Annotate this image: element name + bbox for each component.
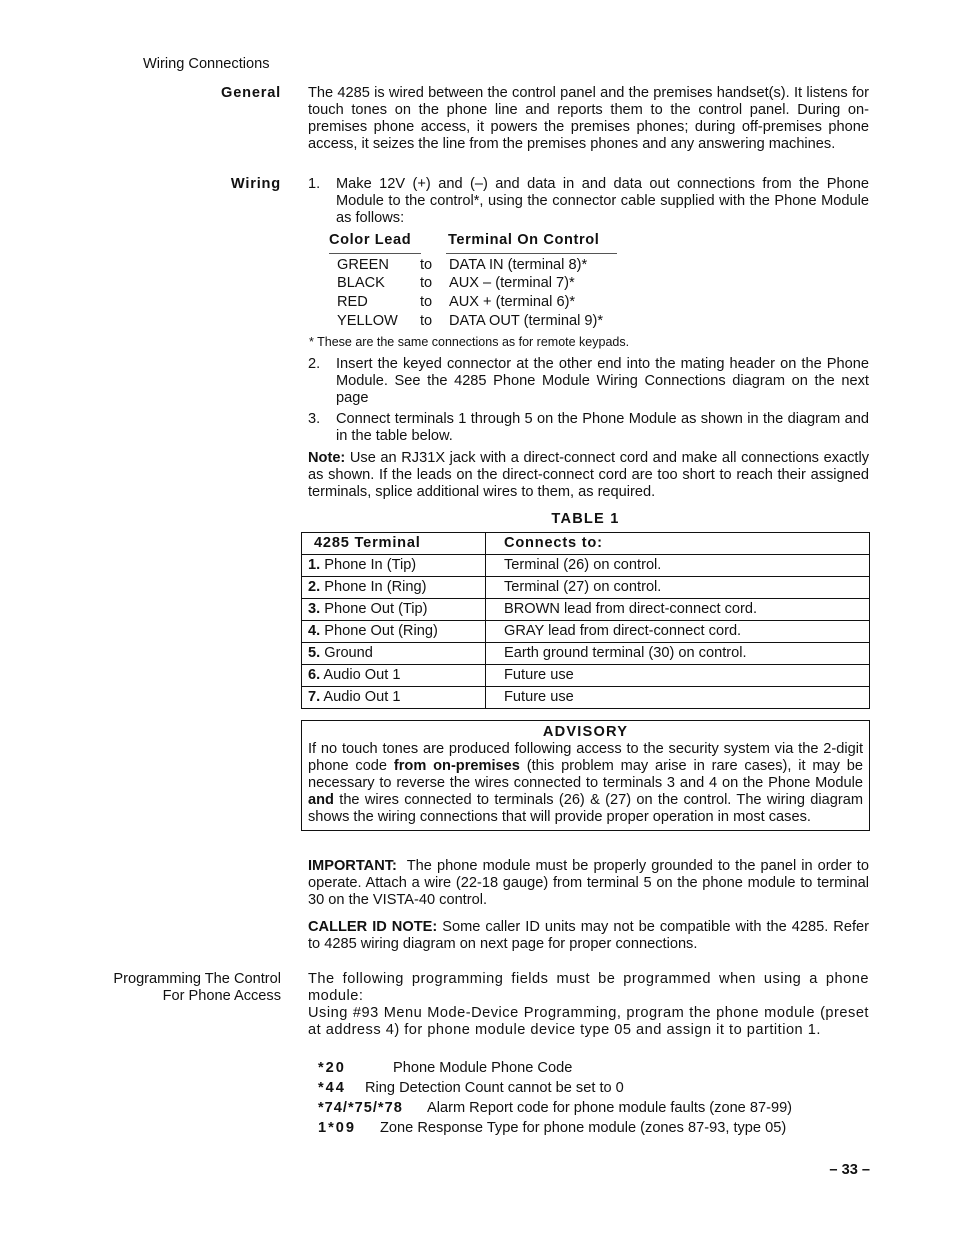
terminal-number: 2. [308, 579, 321, 595]
note-text: Use an RJ31X jack with a direct-connect cord and make all connections exactly as shown. If the leads on the direct-connect cord are too short to reach their assigned terminals, splice additional wires to them, as required. [308, 450, 869, 500]
table-row [302, 643, 870, 665]
step-text: Insert the keyed connector at the other end into the mating header on the Phone Module. See the 4285 Phone Module Wiring Connections diagram on the next page [336, 356, 869, 406]
field-code [318, 1080, 346, 1097]
programming-menu: Using #93 Menu Mode-Device Programming, program the phone module (preset at address 4) for phone module device type 05 and assign it to partition 1. [308, 1005, 869, 1038]
terminal-number: 5. [308, 645, 321, 661]
connects-cell: GRAY lead from direct-connect cord. [486, 621, 870, 643]
general-label: General [221, 85, 281, 101]
terminal-number: 6. [308, 667, 321, 683]
color-lead-underline [329, 253, 421, 254]
wiring-step-2 [308, 356, 869, 407]
connects-cell: Terminal (26) on control. [486, 555, 870, 577]
step-text: Make 12V (+) and (–) and data in and data out connections from the Phone Module to the control*, using the connector cable supplied with the Phone Module as follows: [336, 176, 869, 226]
field-code [318, 1100, 403, 1117]
section-header: Wiring Connections [143, 56, 270, 72]
field-code-value: *20 [318, 1060, 346, 1076]
advisory-box [301, 720, 870, 831]
programming-intro: The following programming fields must be programmed when using a phone module: [308, 971, 869, 1004]
terminal-cell [302, 577, 486, 599]
important-text: The phone module must be properly grounded to the panel in order to operate. Attach a wire (22-18 gauge) from terminal 5 on the phone module to terminal 30 on the VISTA-40 control. [308, 858, 869, 908]
lead-to: to [420, 313, 433, 329]
lead-to: to [420, 275, 433, 291]
advisory-text-part: If no touch tones are produced following access to the security system via the 2-digit phone code [308, 741, 863, 774]
field-code [318, 1060, 346, 1077]
connects-cell: BROWN lead from direct-connect cord. [486, 599, 870, 621]
programming-label-line: Programming The Control [113, 971, 281, 987]
terminal-cell [302, 643, 486, 665]
lead-terminal: AUX – (terminal 7)* [449, 275, 575, 291]
lead-terminal: DATA IN (terminal 8)* [449, 257, 588, 273]
field-description: Alarm Report code for phone module faults (zone 87-99) [427, 1100, 793, 1116]
terminal-name: Phone Out (Ring) [324, 623, 438, 639]
lead-to: to [420, 257, 433, 273]
footnote: * These are the same connections as for remote keypads. [309, 335, 630, 349]
lead-color: GREEN [337, 257, 389, 273]
terminal-number: 7. [308, 689, 321, 705]
connects-cell: Earth ground terminal (30) on control. [486, 643, 870, 665]
field-description: Phone Module Phone Code [393, 1060, 573, 1076]
caller-id-label: CALLER ID NOTE: [308, 919, 438, 935]
table-header-row [302, 533, 870, 555]
page-number: – 33 – [829, 1162, 870, 1178]
table-row [302, 687, 870, 709]
important-label: IMPORTANT: [308, 858, 397, 874]
field-code-value: *44 [318, 1080, 346, 1096]
terminal-name: Phone In (Ring) [324, 579, 427, 595]
table-row [302, 621, 870, 643]
terminal-table [301, 532, 870, 709]
field-code-value: 1*09 [318, 1120, 357, 1136]
terminal-name: Ground [324, 645, 373, 661]
field-code-value: *74/*75/*78 [318, 1100, 403, 1116]
terminal-on-control-header: Terminal On Control [448, 232, 600, 248]
terminal-name: Phone In (Tip) [324, 557, 417, 573]
terminal-number: 4. [308, 623, 321, 639]
column-header: 4285 Terminal [302, 533, 486, 555]
lead-color: RED [337, 294, 368, 310]
terminal-name: Phone Out (Tip) [324, 601, 428, 617]
step-number: 3. [308, 411, 321, 427]
programming-label-line: For Phone Access [162, 988, 281, 1004]
terminal-name: Audio Out 1 [323, 689, 401, 705]
lead-terminal: AUX + (terminal 6)* [449, 294, 576, 310]
terminal-cell [302, 599, 486, 621]
important-note [308, 858, 869, 909]
wiring-step-1 [308, 176, 869, 227]
caller-id-note [308, 919, 869, 953]
table-row [302, 665, 870, 687]
lead-color: YELLOW [337, 313, 398, 329]
note-label: Note: [308, 450, 346, 466]
color-lead-header: Color Lead [329, 232, 412, 248]
wiring-note [308, 450, 869, 501]
step-number: 2. [308, 356, 321, 372]
connects-cell: Future use [486, 665, 870, 687]
table-row [302, 577, 870, 599]
wiring-label: Wiring [230, 176, 281, 192]
terminal-cell [302, 665, 486, 687]
connects-cell: Terminal (27) on control. [486, 577, 870, 599]
lead-terminal: DATA OUT (terminal 9)* [449, 313, 604, 329]
table-row [302, 555, 870, 577]
field-code [318, 1120, 356, 1137]
advisory-text [308, 741, 863, 826]
advisory-emphasis: and [308, 792, 334, 808]
advisory-text-part: the wires connected to terminals (26) & (27) on the control. The wiring diagram shows the wiring connections that will provide proper operation in most cases. [308, 792, 863, 825]
column-header: Connects to: [486, 533, 870, 555]
lead-color: BLACK [337, 275, 385, 291]
programming-label [113, 971, 281, 1005]
field-description: Zone Response Type for phone module (zones 87-93, type 05) [380, 1120, 787, 1136]
table-row [302, 599, 870, 621]
general-text: The 4285 is wired between the control panel and the premises handset(s). It listens for touch tones on the phone line and reports them to the control panel. During on-premises phone access, it powers the premises phones; during off-premises phone access, it seizes the line from the premises phones and any answering machines. [308, 85, 869, 152]
wiring-step-3 [308, 411, 869, 445]
terminal-cell [302, 555, 486, 577]
advisory-emphasis: from on-premises [393, 758, 520, 774]
terminal-name: Audio Out 1 [323, 667, 401, 683]
terminal-cell [302, 687, 486, 709]
field-description: Ring Detection Count cannot be set to 0 [365, 1080, 624, 1096]
step-text: Connect terminals 1 through 5 on the Phone Module as shown in the diagram and in the table below. [336, 411, 869, 444]
lead-to: to [420, 294, 433, 310]
table-title: TABLE 1 [551, 511, 620, 527]
caller-id-text: Some caller ID units may not be compatible with the 4285. Refer to 4285 wiring diagram on next page for proper connections. [308, 919, 869, 952]
terminal-number: 3. [308, 601, 321, 617]
terminal-number: 1. [308, 557, 321, 573]
advisory-text-part: (this problem may arise in rare cases), it may be necessary to reverse the wires connected to terminals 3 and 4 on the Phone Module [308, 758, 864, 791]
advisory-title: ADVISORY [542, 724, 629, 740]
terminal-underline [446, 253, 617, 254]
connects-cell: Future use [486, 687, 870, 709]
step-number: 1. [308, 176, 321, 192]
terminal-cell [302, 621, 486, 643]
